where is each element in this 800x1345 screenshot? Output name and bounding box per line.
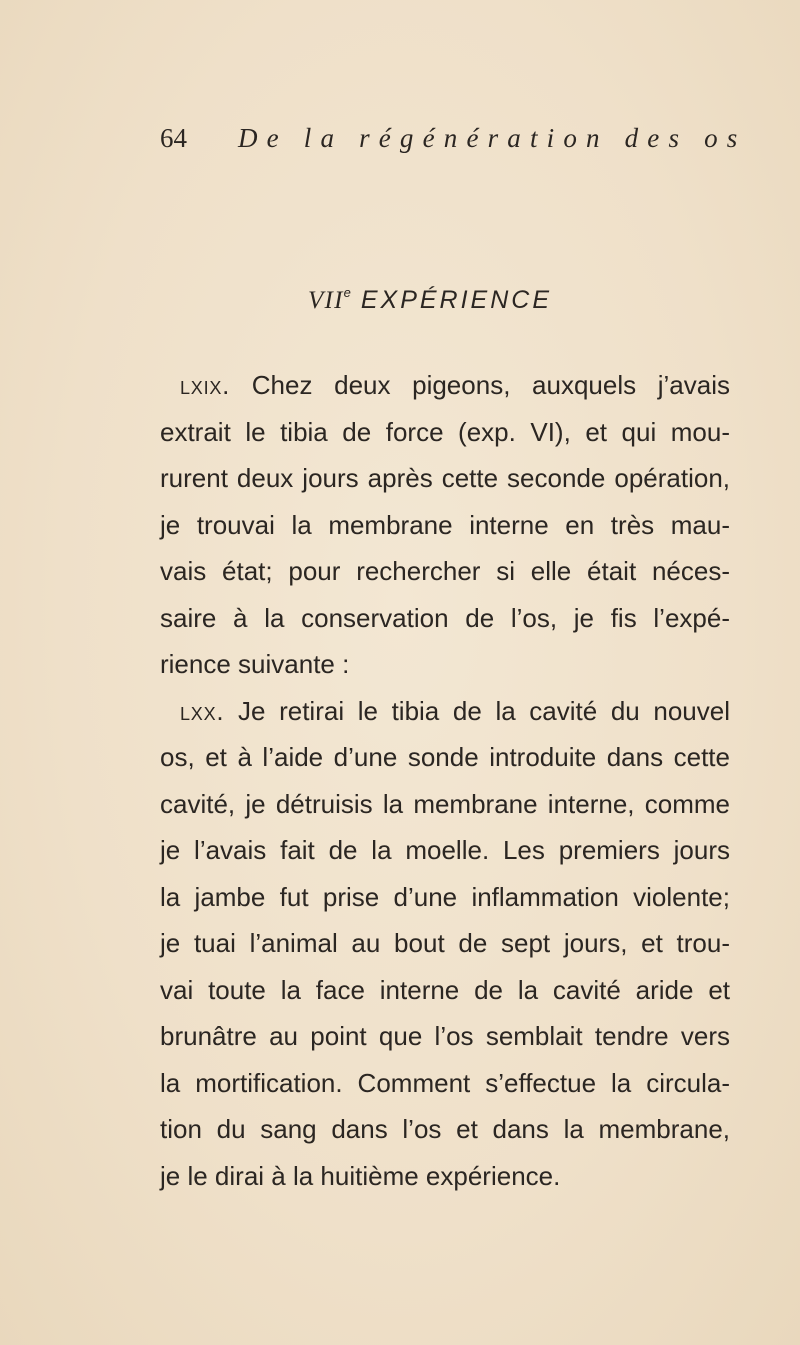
running-head [160, 118, 747, 158]
text-line: os, et à l’aide d’une sonde introduite dans cette [160, 742, 730, 772]
body-text [160, 362, 730, 1199]
section-number-superscript: e [343, 285, 351, 300]
text-line: je trouvai la membrane interne en très mau- [160, 509, 730, 540]
paragraph-label: lxix. [180, 370, 231, 400]
text-line: rurent deux jours après cette seconde opération, [160, 463, 730, 493]
text-line: saire à la conservation de l’os, je fis l’expé- [160, 602, 730, 633]
paragraph-lxx [160, 688, 730, 1200]
text-line: brunâtre au point que l’os semblait tendre vers [160, 1021, 730, 1051]
section-title: EXPÉRIENCE [360, 286, 553, 314]
paragraph-label: lxx. [180, 695, 225, 726]
text-line [160, 362, 730, 409]
text-line: extrait le tibia de force (exp. VI), et qui mou- [160, 416, 730, 447]
text-line: je tuai l’animal au bout de sept jours, et trou- [160, 928, 730, 958]
text-line: vai toute la face interne de la cavité aride et [160, 974, 730, 1005]
text-line: la jambe fut prise d’une inflammation violente; [160, 881, 730, 912]
text-line: je l’avais fait de la moelle. Les premiers jours [160, 835, 730, 865]
text-line: cavité, je détruisis la membrane interne, comme [160, 788, 730, 819]
paragraph-lxix [160, 362, 730, 688]
text-line: rience suivante : [160, 649, 350, 679]
section-number: VII [307, 287, 344, 314]
text-line: la mortification. Comment s’effectue la circula- [160, 1067, 730, 1098]
text-line: je le dirai à la huitième expérience. [160, 1160, 561, 1191]
text-line [160, 688, 730, 735]
running-title: De la régénération des os [238, 123, 747, 153]
text-line: vais état; pour rechercher si elle était néces- [160, 556, 730, 586]
page-number: 64 [160, 123, 187, 153]
section-heading [0, 285, 800, 315]
text-line-content: Je retirai le tibia de la cavité du nouvel [224, 695, 730, 726]
text-line: tion du sang dans l’os et dans la membrane, [160, 1114, 730, 1144]
text-line-content: Chez deux pigeons, auxquels j’avais [230, 370, 730, 400]
